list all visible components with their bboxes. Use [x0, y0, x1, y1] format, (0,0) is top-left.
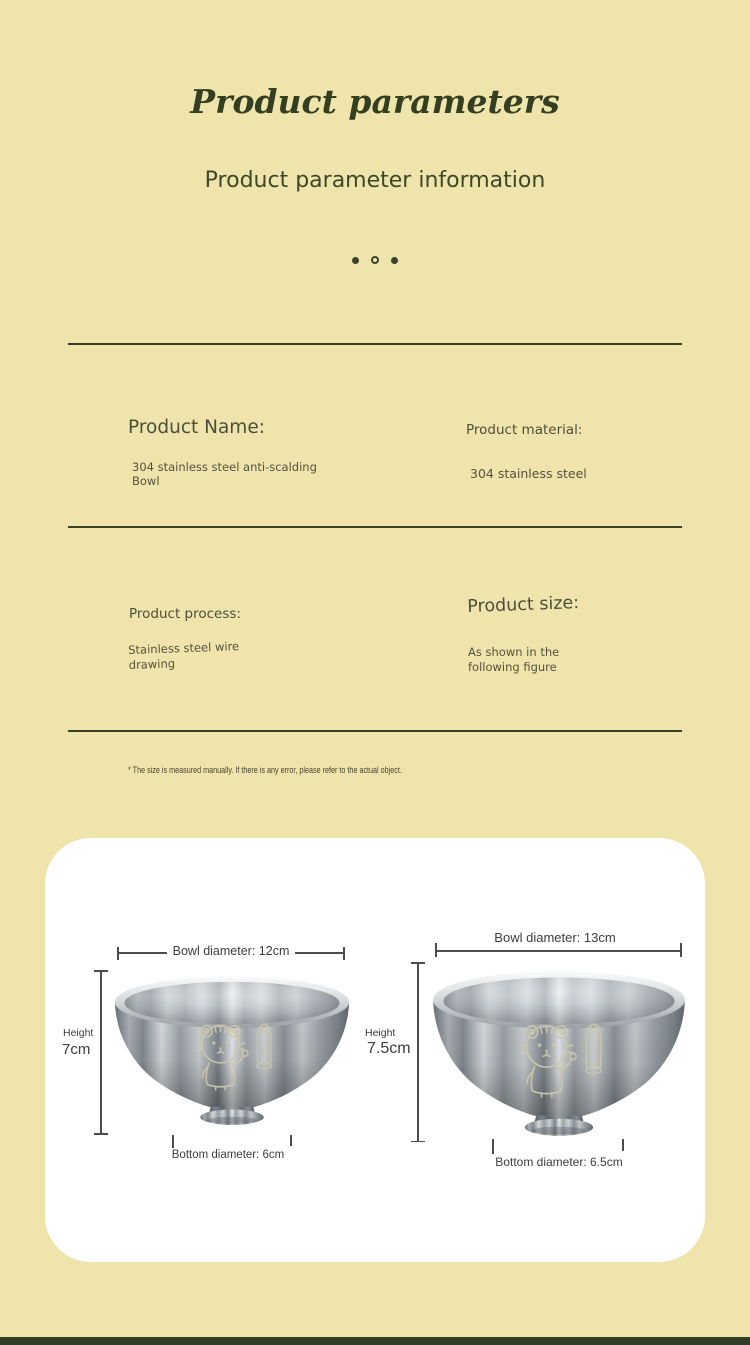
measure-cap [94, 970, 108, 972]
product-material-value: 304 stainless steel [470, 466, 587, 481]
measure-tick [622, 1139, 624, 1151]
measure-tick [172, 1135, 174, 1148]
bowl-diameter-label: Bowl diameter: 13cm [494, 930, 616, 945]
product-material-label: Product material: [466, 422, 583, 438]
height-line-large [417, 962, 419, 1142]
divider-bottom [68, 730, 682, 732]
product-size-value: As shown in the following figure [468, 645, 560, 674]
size-disclaimer: * The size is measured manually. If there is any error, please refer to the actual object. [128, 765, 402, 775]
measure-cap [94, 1133, 108, 1135]
separator-dots [352, 256, 398, 264]
bottom-diameter-label-small: Bottom diameter: 6cm [171, 1149, 285, 1161]
script-title: Product parameters [190, 82, 560, 121]
measure-line [435, 950, 682, 952]
bowl-image-small [112, 973, 352, 1129]
measure-tick [492, 1139, 494, 1154]
product-process-value: Stainless steel wire drawing [128, 639, 240, 672]
product-size-label: Product size: [467, 593, 580, 617]
measure-tick [680, 943, 682, 957]
height-label-large: Height [365, 1027, 396, 1039]
product-name-value: 304 stainless steel anti-scalding Bowl [132, 460, 317, 488]
diameter-measure-small [117, 945, 345, 961]
divider-middle [68, 526, 682, 528]
diameter-measure-large [435, 943, 682, 958]
bottom-diameter-label-large: Bottom diameter: 6.5cm [495, 1155, 623, 1169]
height-value-large: 7.5cm [367, 1040, 411, 1057]
page-title: Product parameter information [204, 168, 546, 193]
height-line-small [100, 970, 102, 1134]
product-size-figure-card [45, 838, 705, 1262]
measure-cap [411, 962, 425, 964]
product-process-label: Product process: [129, 606, 241, 622]
height-label-small: Height [63, 1027, 94, 1039]
dot-hollow-icon [371, 256, 379, 264]
product-name-label: Product Name: [128, 417, 265, 438]
height-value-small: 7cm [62, 1041, 91, 1058]
bottom-bar [0, 1337, 750, 1345]
measure-tick [343, 947, 345, 960]
measure-line [295, 952, 343, 954]
bowl-image-large [430, 968, 688, 1140]
dot-filled-icon [391, 257, 398, 264]
measure-cap [411, 1141, 425, 1143]
divider-top [68, 343, 682, 345]
measure-tick [290, 1135, 292, 1146]
dot-filled-icon [352, 257, 359, 264]
bowl-diameter-label: Bowl diameter: 12cm [172, 944, 290, 958]
measure-line [119, 952, 167, 954]
